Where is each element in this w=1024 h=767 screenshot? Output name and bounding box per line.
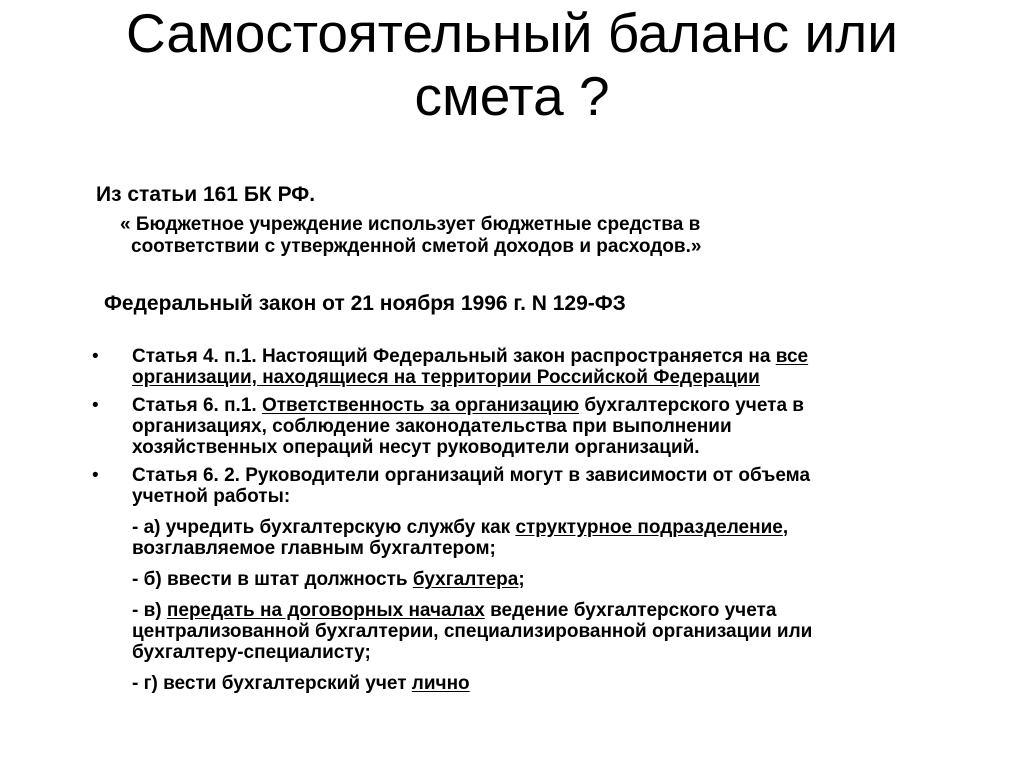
underlined-text: Ответственность за организацию [261,395,580,416]
item-line: учетной работы: [132,486,291,507]
bullet-icon: • [92,465,99,486]
item-text: ведение бухгалтерского учета [484,600,777,621]
sub-item [132,517,972,559]
item-line: организациях, соблюдение законодательства при выполнении [132,416,732,437]
item-line [132,367,972,388]
item-text: ; [518,569,525,590]
quote-line-1: « Бюджетное учреждение использует бюджетные средства в [120,214,701,235]
underlined-text: структурное подразделение [515,517,783,538]
bullet-list [92,346,972,701]
bullet-icon: • [92,395,99,416]
sub-item [132,600,972,663]
list-item [92,465,972,694]
item-text: бухгалтерского учета в [579,395,804,416]
sub-item [132,569,972,590]
underlined-text: все [775,346,809,367]
item-line: хозяйственных операций несут руководители организаций. [132,437,700,458]
item-line: возглавляемое главным бухгалтером; [132,538,496,559]
title-line-2: смета ? [414,65,610,127]
list-item [92,346,972,388]
underlined-text: организации, находящиеся на территории Российской Федерации [132,367,760,388]
item-line: Статья 6. 2. Руководители организаций могут в зависимости от объема [132,465,811,486]
intro-text: Из статьи 161 БК РФ. [96,183,316,206]
item-line: централизованной бухгалтерии, специализированной организации или [132,621,813,642]
item-text: - г) вести бухгалтерский учет [132,673,412,694]
item-line [132,600,972,621]
item-text: - в) [132,600,167,621]
title-line-1: Самостоятельный баланс или [126,2,898,64]
underlined-text: передать на договорных началах [166,600,485,621]
quote-block [120,214,701,258]
underlined-text: лично [411,673,470,694]
list-item [92,395,972,458]
item-line: бухгалтеру-специалисту; [132,642,371,663]
slide-title [0,2,1024,128]
sub-item [132,673,972,694]
law-heading: Федеральный закон от 21 ноября 1996 г. N 129-ФЗ [104,292,626,315]
item-text: - а) учредить бухгалтерскую службу как [132,517,516,538]
item-text: Статья 6. п.1. [132,395,262,416]
item-text: - б) ввести в штат должность [132,569,413,590]
item-line [132,346,972,367]
item-line [132,395,972,416]
item-text: , [782,517,789,538]
quote-line-2: соответствии с утвержденной сметой доходов и расходов.» [131,236,702,257]
underlined-text: бухгалтера [412,569,519,590]
item-line [132,673,972,694]
item-line [132,569,972,590]
item-text: Статья 4. п.1. Настоящий Федеральный закон распространяется на [132,346,776,367]
item-line [132,517,972,538]
bullet-icon: • [92,346,99,367]
